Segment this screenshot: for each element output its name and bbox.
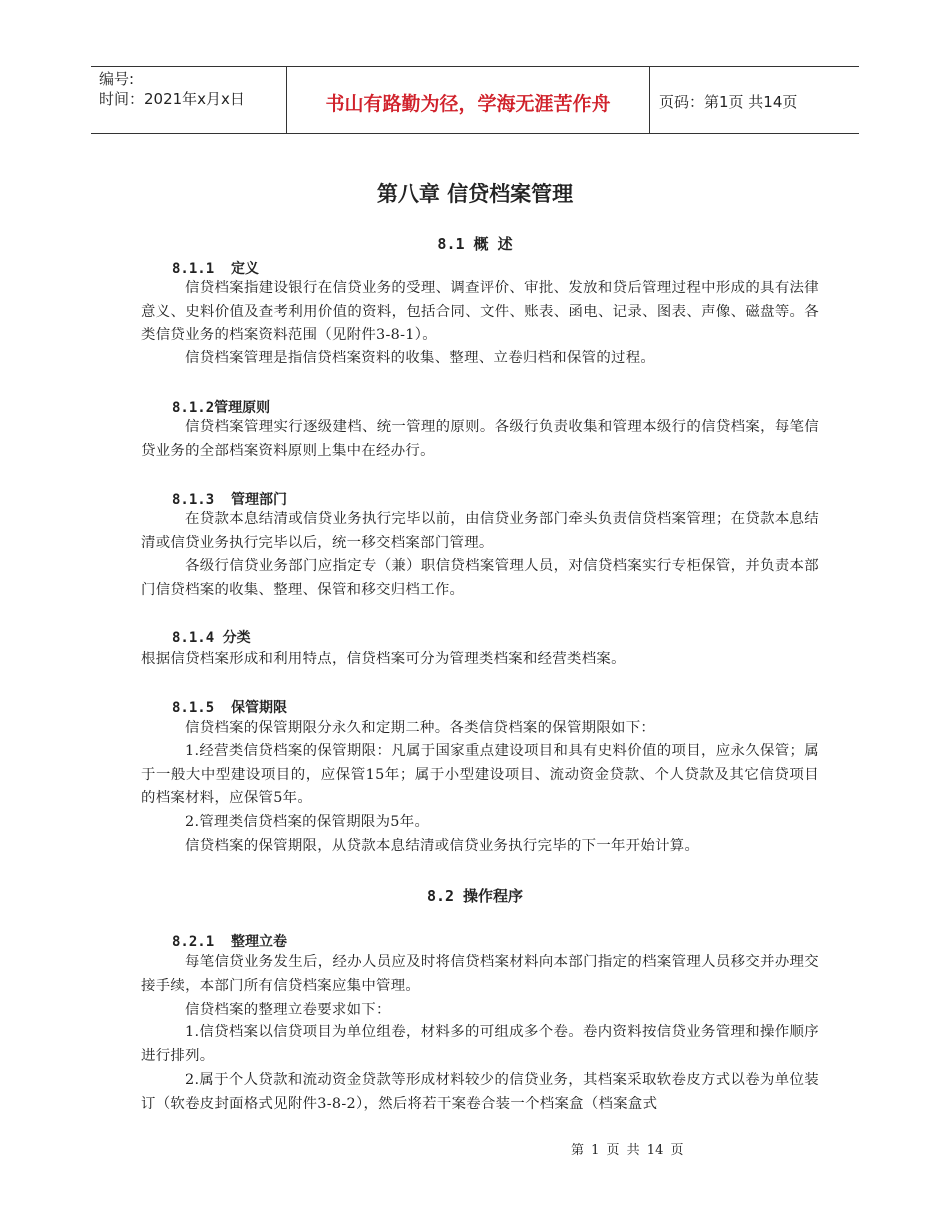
time-label: 时间：2021年x月x日	[99, 90, 245, 108]
header-meta	[99, 69, 245, 109]
number-label: 编号:	[99, 70, 135, 88]
paragraph: 信贷档案管理是指信贷档案资料的收集、整理、立卷归档和保管的过程。	[185, 350, 656, 366]
subsection-heading-8-1-4: 8.1.4 分类	[172, 630, 251, 646]
page-footer: 第 1 页 共 14 页	[571, 1143, 684, 1158]
paragraph: 根据信贷档案形成和利用特点，信贷档案可分为管理类档案和经营类档案。	[141, 651, 626, 667]
header-motto: 书山有路勤为径，学海无涯苦作舟	[325, 93, 611, 115]
paragraph: 各级行信贷业务部门应指定专（兼）职信贷档案管理人员，对信贷档案实行专柜保管，并负责本部门信贷档案的收集、整理、保管和移交归档工作。	[141, 558, 819, 598]
paragraph: 信贷档案的保管期限，从贷款本息结清或信贷业务执行完毕的下一年开始计算。	[185, 838, 700, 854]
document-header	[91, 66, 859, 134]
header-page-label: 页码：第1页 共14页	[659, 93, 798, 111]
subsection-heading-8-1-5: 8.1.5 保管期限	[172, 700, 288, 716]
section-heading-8-2: 8.2 操作程序	[426, 887, 524, 905]
paragraph: 信贷档案的整理立卷要求如下：	[185, 1002, 391, 1018]
subsection-heading-8-1-2: 8.1.2管理原则	[172, 400, 271, 416]
paragraph: 1.经营类信贷档案的保管期限：凡属于国家重点建设项目和具有史料价值的项目，应永久保管；属于一般大中型建设项目的，应保管15年；属于小型建设项目、流动资金贷款、个人贷款及其它信贷项目的档案材料，应保管5年。	[141, 743, 819, 806]
paragraph: 信贷档案的保管期限分永久和定期二种。各类信贷档案的保管期限如下：	[185, 720, 656, 736]
subsection-heading-8-1-1: 8.1.1 定义	[172, 261, 260, 277]
paragraph: 2.管理类信贷档案的保管期限为5年。	[185, 814, 430, 830]
section-heading-8-1: 8.1 概 述	[437, 235, 513, 253]
paragraph: 1.信贷档案以信贷项目为单位组卷，材料多的可组成多个卷。卷内资料按信贷业务管理和操作顺序进行排列。	[141, 1024, 819, 1064]
subsection-heading-8-1-3: 8.1.3 管理部门	[172, 492, 288, 508]
paragraph: 每笔信贷业务发生后，经办人员应及时将信贷档案材料向本部门指定的档案管理人员移交并办理交接手续，本部门所有信贷档案应集中管理。	[141, 954, 819, 994]
subsection-heading-8-2-1: 8.2.1 整理立卷	[172, 934, 288, 950]
paragraph: 2.属于个人贷款和流动资金贷款等形成材料较少的信贷业务，其档案采取软卷皮方式以卷为单位装订（软卷皮封面格式见附件3-8-2），然后将若干案卷合装一个档案盒（档案盒式	[141, 1072, 819, 1112]
document-title: 第八章 信贷档案管理	[376, 182, 574, 206]
paragraph: 信贷档案指建设银行在信贷业务的受理、调查评价、审批、发放和贷后管理过程中形成的具有法律意义、史料价值及查考利用价值的资料，包括合同、文件、账表、函电、记录、图表、声像、磁盘等。各类信贷业务的档案资料范围（见附件3-8-1）。	[141, 280, 819, 343]
paragraph: 在贷款本息结清或信贷业务执行完毕以前，由信贷业务部门牵头负责信贷档案管理；在贷款本息结清或信贷业务执行完毕以后，统一移交档案部门管理。	[141, 511, 819, 551]
paragraph: 信贷档案管理实行逐级建档、统一管理的原则。各级行负责收集和管理本级行的信贷档案，每笔信贷业务的全部档案资料原则上集中在经办行。	[141, 419, 819, 459]
header-divider	[649, 67, 650, 133]
